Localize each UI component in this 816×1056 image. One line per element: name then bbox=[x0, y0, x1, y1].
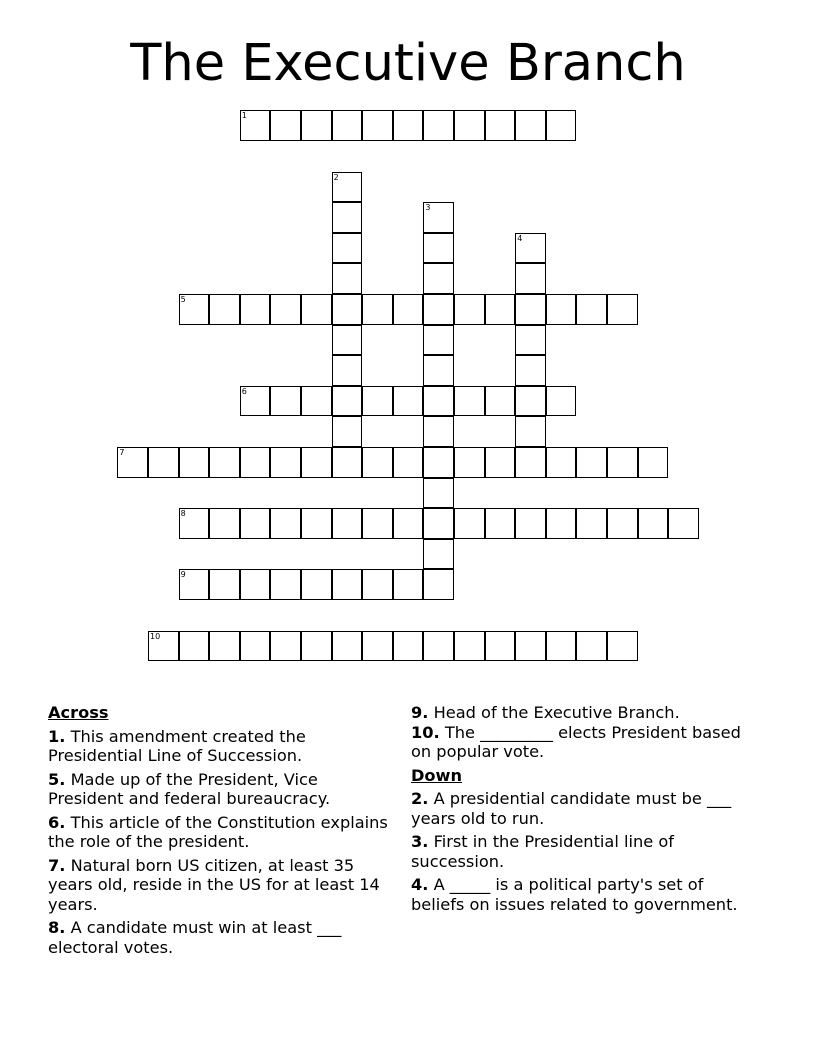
grid-cell[interactable] bbox=[148, 447, 179, 478]
grid-cell[interactable] bbox=[362, 447, 393, 478]
grid-cell[interactable] bbox=[607, 631, 638, 662]
clue-number: 4. bbox=[411, 875, 429, 894]
grid-cell[interactable] bbox=[607, 508, 638, 539]
grid-cell[interactable] bbox=[546, 447, 577, 478]
grid-cell[interactable] bbox=[332, 325, 363, 356]
grid-cell[interactable] bbox=[301, 386, 332, 417]
grid-cell[interactable] bbox=[301, 569, 332, 600]
grid-cell[interactable] bbox=[332, 233, 363, 264]
clue-down-2 bbox=[411, 789, 756, 828]
grid-cell[interactable] bbox=[668, 508, 699, 539]
across-heading: Across bbox=[48, 703, 109, 722]
grid-cell[interactable] bbox=[332, 172, 363, 203]
grid-cell[interactable] bbox=[240, 110, 271, 141]
grid-cell[interactable] bbox=[423, 355, 454, 386]
grid-cell[interactable] bbox=[270, 508, 301, 539]
grid-cell[interactable] bbox=[301, 447, 332, 478]
grid-cell[interactable] bbox=[393, 631, 424, 662]
grid-cell[interactable] bbox=[209, 294, 240, 325]
cell-number: 7 bbox=[119, 448, 125, 457]
grid-cell[interactable] bbox=[270, 631, 301, 662]
grid-cell[interactable] bbox=[362, 569, 393, 600]
grid-cell[interactable] bbox=[179, 294, 210, 325]
clue-text: First in the Presidential line of succession. bbox=[411, 832, 674, 871]
grid-cell[interactable] bbox=[240, 294, 271, 325]
clue-text: A _____ is a political party's set of beliefs on issues related to government. bbox=[411, 875, 738, 914]
clue-down-4 bbox=[411, 875, 756, 914]
grid-cell[interactable] bbox=[362, 386, 393, 417]
grid-cell[interactable] bbox=[240, 631, 271, 662]
grid-cell[interactable] bbox=[515, 294, 546, 325]
grid-cell[interactable] bbox=[485, 447, 516, 478]
grid-cell[interactable] bbox=[393, 447, 424, 478]
clue-number: 6. bbox=[48, 812, 66, 832]
grid-cell[interactable] bbox=[454, 110, 485, 141]
grid-cell[interactable] bbox=[423, 325, 454, 356]
grid-cell[interactable] bbox=[515, 447, 546, 478]
clue-across-1 bbox=[48, 727, 393, 766]
grid-cell[interactable] bbox=[332, 508, 363, 539]
clue-across-6 bbox=[48, 813, 393, 852]
cell-number: 5 bbox=[180, 295, 186, 304]
grid-cell[interactable] bbox=[454, 508, 485, 539]
grid-cell[interactable] bbox=[240, 508, 271, 539]
grid-cell[interactable] bbox=[393, 110, 424, 141]
down-heading: Down bbox=[411, 765, 463, 785]
clue-text: Made up of the President, Vice President and federal bureaucracy. bbox=[48, 769, 331, 808]
clue-number: 7. bbox=[48, 855, 66, 875]
clue-across-10 bbox=[411, 723, 756, 762]
clue-number: 9. bbox=[411, 703, 429, 722]
clue-across-7 bbox=[48, 856, 393, 915]
cell-number: 10 bbox=[150, 631, 161, 641]
grid-cell[interactable] bbox=[423, 263, 454, 294]
grid-cell[interactable] bbox=[423, 202, 454, 233]
grid-cell[interactable] bbox=[515, 508, 546, 539]
grid-cell[interactable] bbox=[485, 631, 516, 662]
cell-number: 4 bbox=[517, 233, 523, 243]
cell-number: 1 bbox=[241, 111, 247, 121]
clue-text: This amendment created the Presidential Line of Succession. bbox=[48, 726, 306, 765]
grid-cell[interactable] bbox=[638, 508, 669, 539]
grid-cell[interactable] bbox=[301, 508, 332, 539]
clue-across-9 bbox=[411, 703, 756, 723]
grid-cell[interactable] bbox=[423, 539, 454, 570]
clue-number: 10. bbox=[411, 722, 440, 742]
grid-cell[interactable] bbox=[423, 478, 454, 509]
grid-cell[interactable] bbox=[301, 631, 332, 662]
grid-cell[interactable] bbox=[240, 569, 271, 600]
grid-cell[interactable] bbox=[362, 110, 393, 141]
grid-cell[interactable] bbox=[332, 416, 363, 447]
clues-left-column bbox=[48, 703, 393, 961]
grid-cell[interactable] bbox=[423, 631, 454, 662]
grid-cell[interactable] bbox=[179, 631, 210, 662]
grid-cell[interactable] bbox=[515, 110, 546, 141]
clue-text: A presidential candidate must be ___ years old to run. bbox=[411, 789, 732, 828]
grid-cell[interactable] bbox=[485, 110, 516, 141]
clue-text: The _________ elects President based on popular vote. bbox=[411, 722, 741, 761]
grid-cell[interactable] bbox=[423, 110, 454, 141]
clue-number: 1. bbox=[48, 726, 66, 746]
grid-cell[interactable] bbox=[454, 294, 485, 325]
grid-cell[interactable] bbox=[423, 416, 454, 447]
clue-number: 2. bbox=[411, 789, 429, 808]
grid-cell[interactable] bbox=[546, 110, 577, 141]
clue-text: This article of the Constitution explains the role of the president. bbox=[48, 812, 388, 851]
grid-cell[interactable] bbox=[332, 569, 363, 600]
grid-cell[interactable] bbox=[332, 355, 363, 386]
grid-cell[interactable] bbox=[332, 294, 363, 325]
grid-cell[interactable] bbox=[301, 110, 332, 141]
grid-cell[interactable] bbox=[423, 294, 454, 325]
grid-cell[interactable] bbox=[638, 447, 669, 478]
grid-cell[interactable] bbox=[485, 508, 516, 539]
grid-cell[interactable] bbox=[546, 631, 577, 662]
cell-number: 6 bbox=[241, 386, 247, 396]
grid-cell[interactable] bbox=[148, 631, 179, 662]
grid-cell[interactable] bbox=[515, 631, 546, 662]
cell-number: 9 bbox=[180, 570, 186, 580]
grid-cell[interactable] bbox=[393, 294, 424, 325]
grid-cell[interactable] bbox=[515, 325, 546, 356]
cell-number: 8 bbox=[180, 509, 186, 519]
grid-cell[interactable] bbox=[393, 569, 424, 600]
grid-cell[interactable] bbox=[576, 447, 607, 478]
grid-cell[interactable] bbox=[301, 294, 332, 325]
clue-across-5 bbox=[48, 770, 393, 809]
grid-cell[interactable] bbox=[546, 386, 577, 417]
grid-cell[interactable] bbox=[546, 294, 577, 325]
grid-cell[interactable] bbox=[332, 631, 363, 662]
grid-cell[interactable] bbox=[332, 447, 363, 478]
clue-number: 5. bbox=[48, 769, 66, 789]
grid-cell[interactable] bbox=[423, 447, 454, 478]
grid-cell[interactable] bbox=[179, 447, 210, 478]
grid-cell[interactable] bbox=[515, 355, 546, 386]
cell-number: 2 bbox=[333, 172, 339, 182]
grid-cell[interactable] bbox=[270, 386, 301, 417]
grid-cell[interactable] bbox=[362, 631, 393, 662]
grid-cell[interactable] bbox=[423, 233, 454, 264]
grid-cell[interactable] bbox=[179, 508, 210, 539]
grid-cell[interactable] bbox=[576, 631, 607, 662]
clue-text: Head of the Executive Branch. bbox=[433, 703, 680, 722]
grid-cell[interactable] bbox=[332, 386, 363, 417]
clue-text: A candidate must win at least ___ electoral votes. bbox=[48, 918, 342, 957]
grid-cell[interactable] bbox=[515, 263, 546, 294]
page-title: The Executive Branch bbox=[130, 34, 686, 93]
grid-cell[interactable] bbox=[179, 569, 210, 600]
grid-cell[interactable] bbox=[393, 508, 424, 539]
grid-cell[interactable] bbox=[393, 386, 424, 417]
grid-cell[interactable] bbox=[423, 508, 454, 539]
grid-cell[interactable] bbox=[270, 447, 301, 478]
clue-across-8 bbox=[48, 918, 393, 957]
grid-cell[interactable] bbox=[332, 110, 363, 141]
grid-cell[interactable] bbox=[270, 569, 301, 600]
grid-cell[interactable] bbox=[607, 447, 638, 478]
grid-cell[interactable] bbox=[332, 263, 363, 294]
grid-cell[interactable] bbox=[362, 294, 393, 325]
grid-cell[interactable] bbox=[240, 447, 271, 478]
grid-cell[interactable] bbox=[546, 508, 577, 539]
clues-right-column bbox=[411, 703, 756, 918]
grid-cell[interactable] bbox=[485, 386, 516, 417]
grid-cell[interactable] bbox=[117, 447, 148, 478]
grid-cell[interactable] bbox=[454, 386, 485, 417]
grid-cell[interactable] bbox=[240, 386, 271, 417]
grid-cell[interactable] bbox=[576, 294, 607, 325]
grid-cell[interactable] bbox=[209, 508, 240, 539]
cell-number: 3 bbox=[425, 203, 431, 213]
grid-cell[interactable] bbox=[454, 631, 485, 662]
grid-cell[interactable] bbox=[515, 416, 546, 447]
grid-cell[interactable] bbox=[423, 386, 454, 417]
grid-cell[interactable] bbox=[362, 508, 393, 539]
clue-down-3 bbox=[411, 832, 756, 871]
grid-cell[interactable] bbox=[332, 202, 363, 233]
grid-cell[interactable] bbox=[485, 294, 516, 325]
grid-cell[interactable] bbox=[576, 508, 607, 539]
grid-cell[interactable] bbox=[515, 233, 546, 264]
grid-cell[interactable] bbox=[423, 569, 454, 600]
clue-number: 8. bbox=[48, 918, 66, 937]
grid-cell[interactable] bbox=[607, 294, 638, 325]
clue-text: Natural born US citizen, at least 35 years old, reside in the US for at least 14 years. bbox=[48, 855, 380, 914]
grid-cell[interactable] bbox=[209, 569, 240, 600]
grid-cell[interactable] bbox=[515, 386, 546, 417]
grid-cell[interactable] bbox=[209, 447, 240, 478]
grid-cell[interactable] bbox=[270, 110, 301, 141]
grid-cell[interactable] bbox=[270, 294, 301, 325]
grid-cell[interactable] bbox=[454, 447, 485, 478]
clue-number: 3. bbox=[411, 832, 429, 851]
grid-cell[interactable] bbox=[209, 631, 240, 662]
